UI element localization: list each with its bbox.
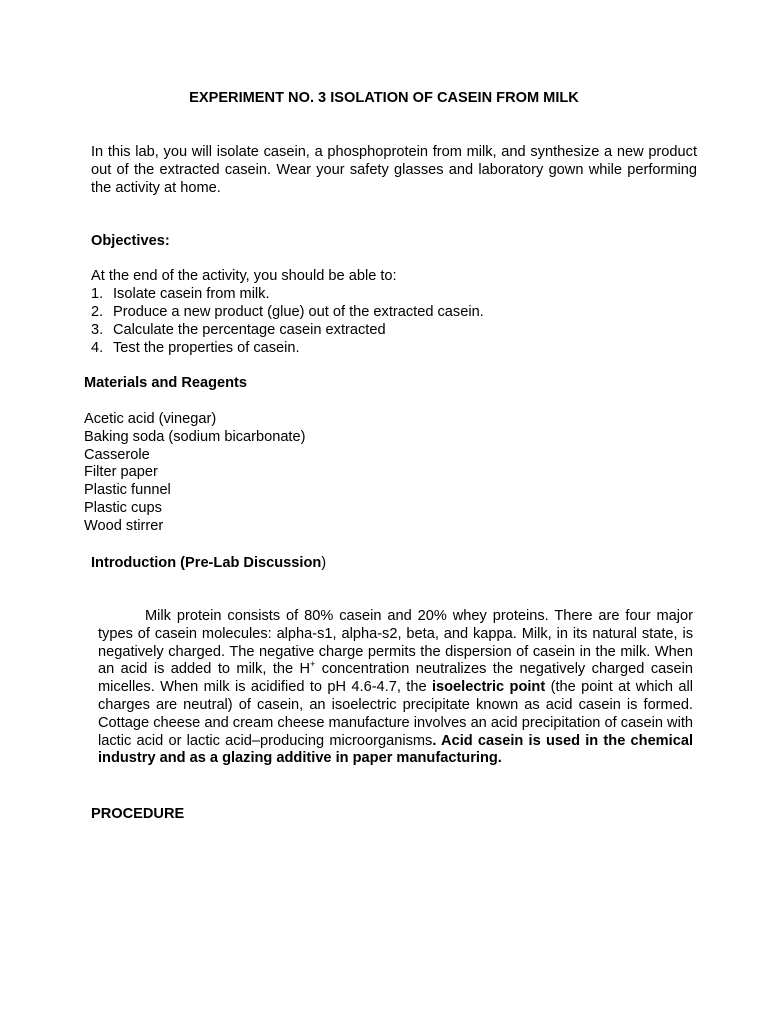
list-number: 2. — [91, 304, 104, 320]
list-item — [91, 286, 484, 304]
list-item: Plastic cups — [84, 499, 162, 516]
list-item — [91, 322, 484, 340]
page-title: EXPERIMENT NO. 3 ISOLATION OF CASEIN FROM MILK — [189, 90, 579, 106]
discussion-text-3: (the point at which all charges are neutral) of casein, an isoelectric precipitate known as acid casein is formed. Cottage cheese and cream cheese manufacture involves an acid precipitation of casein with lactic acid or lactic acid–producing microorganisms — [98, 679, 693, 749]
list-text: Test the properties of casein. — [113, 340, 300, 356]
superscript-plus: + — [310, 658, 316, 669]
intro-paragraph: In this lab, you will isolate casein, a phosphoprotein from milk, and synthesize a new product out of the extracted casein. Wear your safety glasses and laboratory gown while performing the activity at home. — [91, 144, 697, 196]
prelab-heading-bold: Introduction (Pre-Lab Discussion — [91, 555, 322, 571]
objectives-heading: Objectives: — [91, 233, 170, 249]
discussion-text-1: Milk protein consists of 80% casein and 20% whey proteins. There are four major types of casein molecules: alpha-s1, alpha-s2, beta, and kappa. Milk, in its natural state, is negatively charged. The negative charge permits the dispersion of casein in the milk. When an acid is added to milk, the H — [98, 608, 693, 678]
objectives-list — [91, 286, 484, 358]
objectives-lead: At the end of the activity, you should be able to: — [91, 268, 397, 284]
list-text: Calculate the percentage casein extracted — [113, 322, 386, 338]
materials-list — [84, 411, 305, 536]
list-item: Wood stirrer — [84, 517, 164, 534]
list-item: Baking soda (sodium bicarbonate) — [84, 428, 306, 445]
prelab-heading — [91, 555, 326, 573]
discussion-text-2: concentration neutralizes the negatively charged casein micelles. When milk is acidified to pH 4.6-4.7, the — [98, 661, 693, 696]
list-text: Produce a new product (glue) out of the extracted casein. — [113, 304, 484, 320]
list-item: Casserole — [84, 446, 150, 463]
list-item: Plastic funnel — [84, 482, 171, 499]
list-number: 1. — [91, 286, 104, 302]
list-item — [91, 304, 484, 322]
list-item — [91, 340, 484, 358]
list-item: Acetic acid (vinegar) — [84, 411, 217, 427]
procedure-heading: PROCEDURE — [91, 806, 185, 822]
prelab-heading-tail: ) — [321, 555, 327, 571]
materials-heading: Materials and Reagents — [84, 375, 248, 391]
list-number: 3. — [91, 322, 104, 338]
discussion-paragraph — [98, 608, 693, 768]
isoelectric-point-term: isoelectric point — [431, 679, 546, 696]
list-number: 4. — [91, 340, 104, 356]
list-text: Isolate casein from milk. — [113, 286, 270, 302]
list-item: Filter paper — [84, 464, 158, 481]
acid-casein-statement: . Acid casein is used in the chemical industry and as a glazing additive in paper manufacturing. — [98, 732, 693, 767]
